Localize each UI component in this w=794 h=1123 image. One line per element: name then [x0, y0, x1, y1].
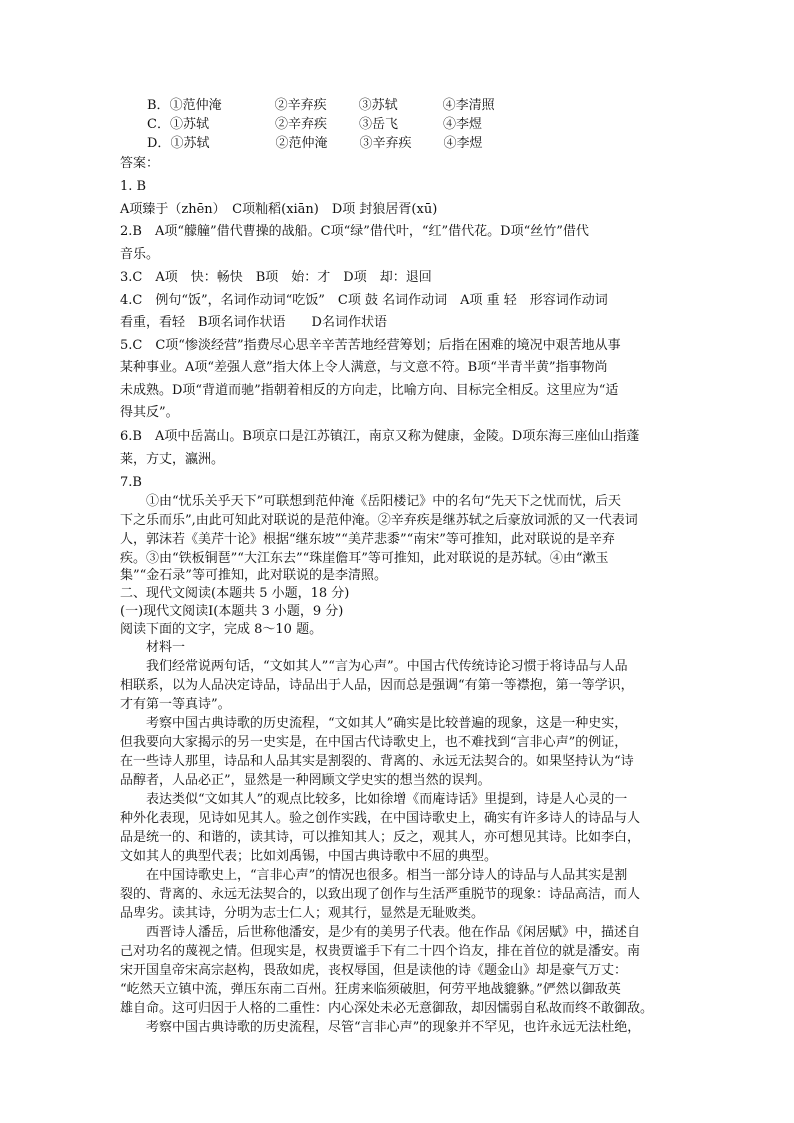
option-item: ①苏轼 [170, 136, 210, 151]
passage-line: 品卑劣。读其诗，分明为志士仁人；观其行，显然是无耻败类。 [120, 906, 485, 921]
option-row-b [147, 96, 495, 115]
answer-7: 7.B [120, 475, 142, 490]
passage-line: 相联系，以为人品决定诗品，诗品出于人品，因而总是强调“有第一等襟抱，第一等学识， [120, 678, 634, 693]
passage-line: 文如其人的典型代表；比如刘禹锡，中国古典诗歌中不屈的典型。 [120, 849, 498, 864]
option-item: ②范仲淹 [275, 136, 328, 151]
answer-7-text: 人，郭沫若《美芹十论》根据“继东坡”“美芹悲黍”“南宋”等可推知，此对联说的是辛弃 [120, 532, 615, 547]
option-item: ②辛弃疾 [274, 117, 327, 132]
answer-7-text: 下之乐而乐”,由此可知此对联说的是范仲淹。②辛弃疾是继苏轼之后豪放词派的又一代表词 [120, 513, 638, 528]
passage-line: 品是统一的、和谐的，读其诗，可以推知其人；反之，观其人，亦可想见其诗。比如李白， [120, 830, 641, 845]
option-row-c [147, 115, 482, 134]
answer-6-cont: 莱，方丈，瀛洲。 [120, 452, 225, 467]
passage-line: 西晋诗人潘岳，后世称他潘安，是少有的美男子代表。他在作品《闲居赋》中，描述自 [120, 925, 641, 940]
passage-line: 表达类似“文如其人”的观点比较多，比如徐增《而庵诗话》里提到，诗是人心灵的一 [120, 792, 628, 807]
option-item: ③岳飞 [358, 117, 398, 132]
answer-5: 5.C C项“惨淡经营”指费尽心思辛辛苦苦地经营筹划；后指在困难的境况中艰苦地从事 [120, 338, 621, 353]
answer-5-cont: 未成熟。D项“背道而驰”指朝着相反的方向走，比喻方向、目标完全相反。这里应为“适 [120, 383, 619, 398]
option-item: ①苏轼 [169, 117, 209, 132]
option-item: ②辛弃疾 [274, 98, 327, 113]
instruction: 阅读下面的文字，完成 8～10 题。 [120, 622, 323, 637]
passage-line: 我们经常说两句话，“文如其人”“言为心声”。中国古代传统诗论习惯于将诗品与人品 [120, 659, 628, 674]
answer-2: 2.B A项“艨艟”借代曹操的战船。C项“绿”借代叶，“红”借代花。D项“丝竹”借代 [120, 224, 589, 239]
option-item: ①范仲淹 [169, 98, 222, 113]
answer-2-cont: 音乐。 [120, 247, 160, 262]
answer-heading: 答案： [120, 156, 160, 171]
option-item: ④李煜 [442, 117, 482, 132]
option-item: ④李煜 [443, 136, 483, 151]
answer-1-detail: A项臻于（zhēn） C项籼稻(xiān) D项 封狼居胥(xū) [120, 202, 438, 217]
subsection-heading: (一)现代文阅读Ⅰ(本题共 3 小题，9 分) [120, 604, 344, 619]
answer-7-text: 疾。③由“铁板铜琶”“大江东去”“珠崖儋耳”等可推知，此对联说的是苏轼。④由“漱玉 [120, 551, 609, 566]
passage-line: 己对功名的蔑视之情。但现实是，权贵贾谧手下有二十四个诌友，排在首位的就是潘安。南 [120, 944, 641, 959]
option-label: B． [147, 98, 170, 113]
material-label: 材料一 [120, 640, 186, 655]
passage-line: 在一些诗人那里，诗品和人品其实是割裂的、背离的、永远无法契合的。如果坚持认为“诗 [120, 754, 634, 769]
option-label: C． [147, 117, 170, 132]
answer-6: 6.B A项中岳嵩山。B项京口是江苏镇江，南京又称为健康，金陵。D项东海三座仙山指蓬 [120, 429, 640, 444]
passage-line: 裂的、背离的、永远无法契合的，以致出现了创作与生活严重脱节的现象：诗品高洁，而人 [120, 887, 641, 902]
answer-4: 4.C 例句“饭”，名词作动词“吃饭” C项 鼓 名词作动词 A项 重 轻 形容词作动词 [120, 293, 608, 308]
option-row-d [147, 134, 482, 153]
passage-line: 雄自命。这可归因于人格的二重性：内心深处未必无意御敌，却因懦弱自私故而终不敢御敌。 [120, 1001, 654, 1016]
passage-line: 在中国诗歌史上，“言非心声”的情况也很多。相当一部分诗人的诗品与人品其实是割 [120, 868, 628, 883]
answer-1: 1. B [120, 179, 147, 194]
passage-line: 考察中国古典诗歌的历史流程，“文如其人”确实是比较普遍的现象，这是一种史实， [120, 716, 628, 731]
answer-5-cont: 得其反”。 [120, 405, 179, 420]
section-heading: 二、现代文阅读(本题共 5 小题，18 分) [120, 586, 350, 601]
answer-7-text: ①由“忧乐关乎天下”可联想到范仲淹《岳阳楼记》中的名句“先天下之忧而忧，后天 [120, 494, 621, 509]
answer-5-cont: 某种事业。A项“差强人意”指大体上令人满意，与文意不符。B项“半青半黄”指事物尚 [120, 360, 608, 375]
answer-7-text: 集”“金石录”等可推知，此对联说的是李清照。 [120, 568, 387, 583]
option-label: D． [147, 136, 171, 151]
passage-line: 种外化表现，见诗如见其人。验之创作实践，在中国诗歌史上，确实有许多诗人的诗品与人 [120, 811, 641, 826]
option-item: ③苏轼 [358, 98, 398, 113]
passage-line: 但我要向大家揭示的另一史实是，在中国古代诗歌史上，也不难找到“言非心声”的例证， [120, 735, 628, 750]
answer-4-cont: 看重，看轻 B项名词作状语 D名词作状语 [120, 315, 387, 330]
passage-line: “屹然天立镇中流，弹压东南二百州。狂虏来临须破胆，何劳平地战貔貅。”俨然以御敌英 [120, 982, 621, 997]
passage-line: 品醇者，人品必正”，显然是一种罔顾文学史实的想当然的误判。 [120, 773, 491, 788]
answer-3: 3.C A项 快：畅快 B项 始：才 D项 却：退回 [120, 270, 432, 285]
option-item: ③辛弃疾 [359, 136, 412, 151]
passage-line: 才有第一等真诗”。 [120, 697, 231, 712]
option-item: ④李清照 [442, 98, 495, 113]
passage-line: 考察中国古典诗歌的历史流程，尽管“言非心声”的现象并不罕见，也许永远无法杜绝， [120, 1020, 641, 1035]
passage-line: 宋开国皇帝宋高宗赵构，畏敌如虎，丧权辱国，但是读他的诗《题金山》却是豪气万丈： [120, 963, 628, 978]
